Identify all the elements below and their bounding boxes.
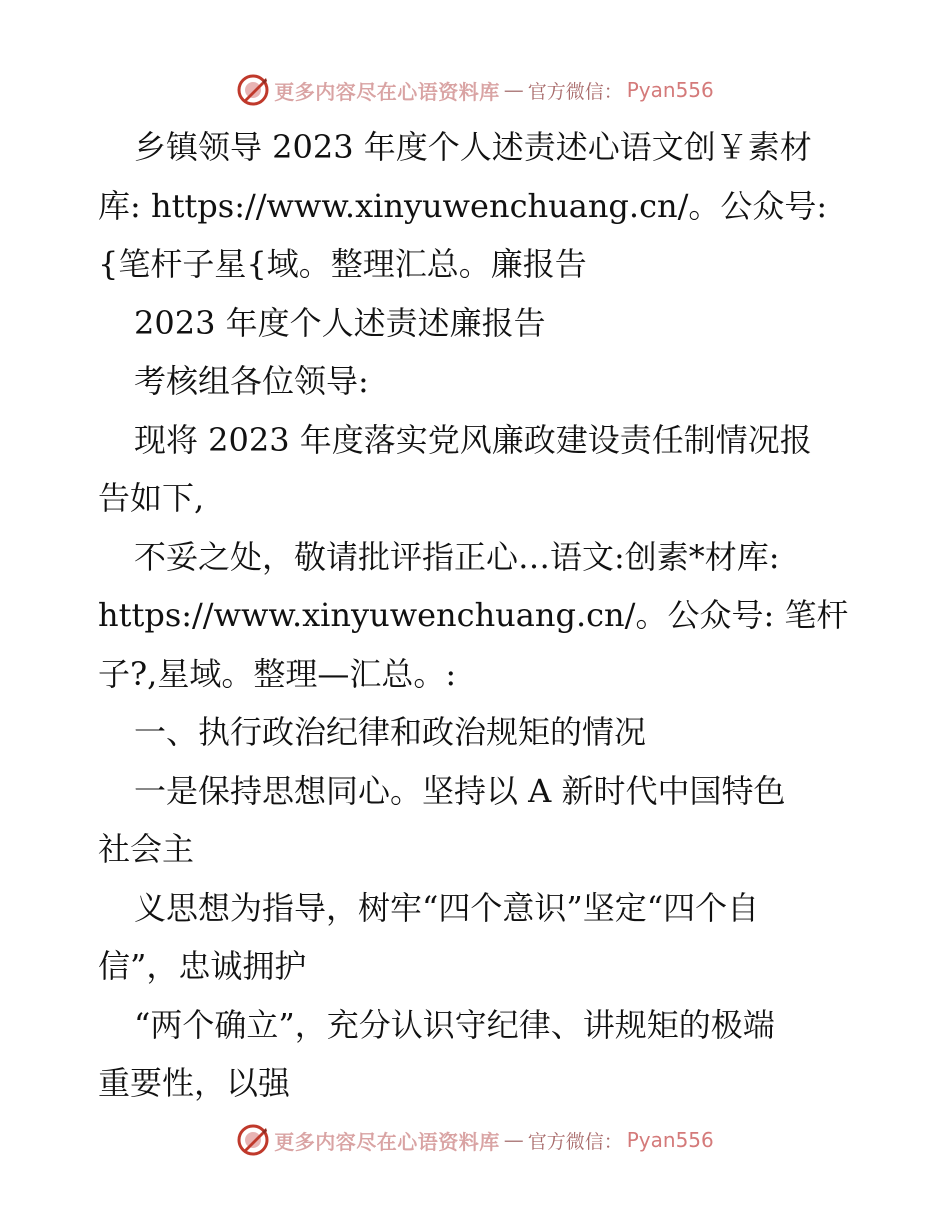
banner-dash: — bbox=[503, 1128, 524, 1152]
site-name-text: 更多内容尽在心语资料库 bbox=[274, 79, 500, 104]
pen-logo-icon bbox=[236, 73, 270, 107]
paragraph-line: https://www.xinyuwenchuang.cn/。公众号: 笔杆 bbox=[98, 596, 849, 634]
paragraph-line: 子?,星域。整理—汇总。: bbox=[98, 654, 457, 693]
wechat-label: 官方微信： bbox=[527, 80, 623, 103]
wechat-label: 官方微信： bbox=[527, 1130, 623, 1153]
banner-dash: — bbox=[503, 78, 524, 102]
paragraph-line: 库: https://www.xinyuwenchuang.cn/。公众号: bbox=[98, 186, 828, 225]
salutation: 考核组各位领导: bbox=[134, 362, 369, 400]
paragraph-line: 社会主 bbox=[98, 830, 195, 868]
pen-logo-icon bbox=[236, 1123, 270, 1157]
header-banner bbox=[0, 68, 950, 112]
paragraph-line: 义思想为指导，树牢“四个意识”坚定“四个自 bbox=[134, 888, 760, 927]
wechat-id: Pyan556 bbox=[626, 1128, 714, 1152]
paragraph-line: 重要性，以强 bbox=[98, 1064, 291, 1102]
document-body bbox=[98, 118, 858, 1113]
paragraph-line: “两个确立”，充分认识守纪律、讲规矩的极端 bbox=[134, 1005, 775, 1044]
wechat-id: Pyan556 bbox=[626, 78, 714, 102]
paragraph-line: 乡镇领导 2023 年度个人述责述心语文创￥素材 bbox=[134, 128, 812, 166]
site-name-text: 更多内容尽在心语资料库 bbox=[274, 1129, 500, 1154]
paragraph-line: 一是保持思想同心。坚持以 A 新时代中国特色 bbox=[134, 771, 786, 810]
paragraph-line: 不妥之处，敬请批评指正心…语文:创素*材库: bbox=[134, 537, 780, 576]
footer-banner bbox=[0, 1118, 950, 1162]
report-title: 2023 年度个人述责述廉报告 bbox=[134, 303, 546, 342]
section-heading: 一、执行政治纪律和政治规矩的情况 bbox=[134, 713, 647, 751]
paragraph-line: 现将 2023 年度落实党风廉政建设责任制情况报 bbox=[134, 420, 812, 459]
paragraph-line: 告如下, bbox=[98, 479, 205, 517]
paragraph-line: 信”，忠诚拥护 bbox=[98, 947, 307, 985]
paragraph-line: {笔杆子星{域。整理汇总。廉报告 bbox=[98, 245, 587, 283]
